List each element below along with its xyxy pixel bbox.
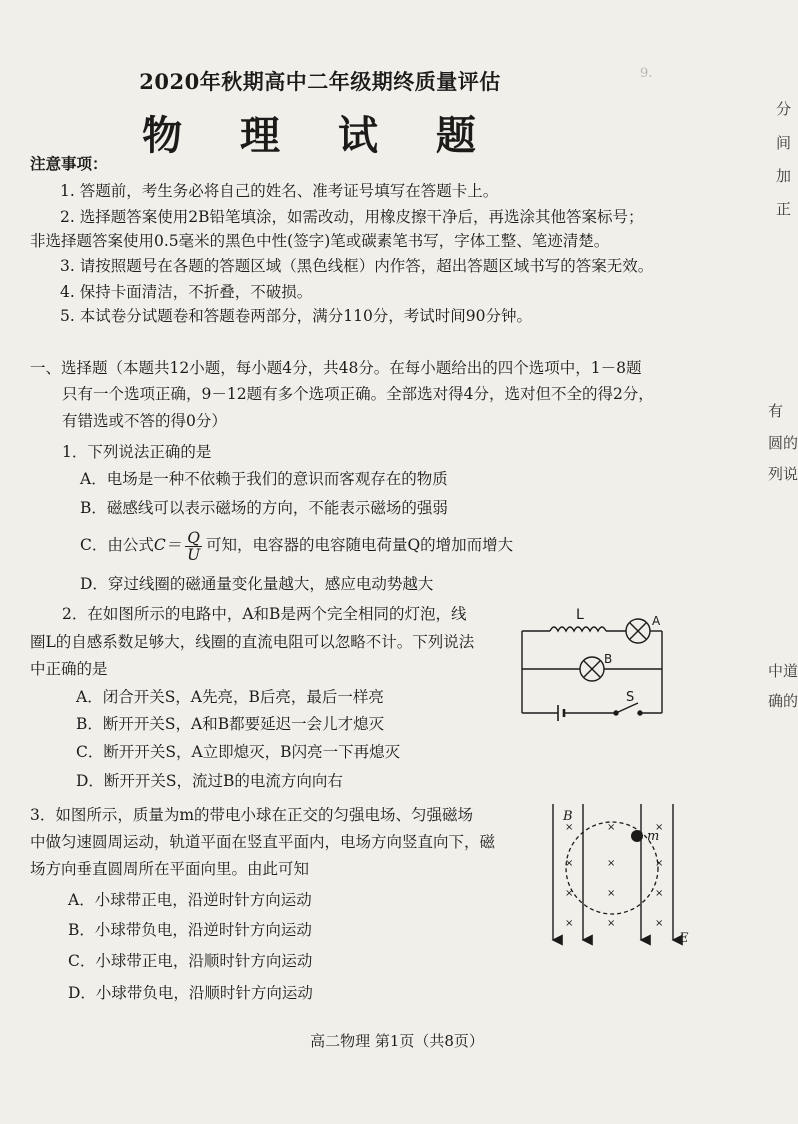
svg-text:×: × (655, 822, 664, 833)
q3-option-b: B．小球带负电，沿逆时针方向运动 (68, 921, 312, 939)
q1-stem: 1．下列说法正确的是 (62, 443, 212, 461)
q1-option-c-prefix: C．由公式 (80, 536, 154, 554)
edge-text: 分 (776, 100, 792, 118)
q1-option-c-text: 可知，电容器的电容随电荷量Q的增加而增大 (205, 536, 514, 554)
q2-stem-line1: 2．在如图所示的电路中，A和B是两个完全相同的灯泡，线 (62, 605, 467, 623)
svg-text:×: × (565, 918, 574, 929)
notice-item-1: 1. 答题前，考生务必将自己的姓名、准考证号填写在答题卡上。 (60, 182, 499, 200)
q1-option-b: B．磁感线可以表示磁场的方向，不能表示磁场的强弱 (80, 499, 448, 517)
circuit-diagram (510, 605, 680, 725)
edge-text: 圆的 (768, 434, 798, 452)
inductor-coil (550, 627, 606, 631)
q2-option-a: A．闭合开关S，A先亮，B后亮，最后一样亮 (76, 688, 384, 706)
notice-item-2-cont: 非选择题答案使用0.5毫米的黑色中性(签字)笔或碳素笔书写，字体工整、笔迹清楚。 (30, 232, 610, 250)
field-diagram (545, 800, 695, 950)
q2-option-b: B．断开开关S，A和B都要延迟一会儿才熄灭 (76, 715, 385, 733)
svg-text:×: × (607, 822, 616, 833)
edge-text: 有 (768, 402, 784, 420)
bleed-through-text: 9. (640, 66, 653, 81)
notice-item-3: 3. 请按照题号在各题的答题区域（黑色线框）内作答，超出答题区域书写的答案无效。 (60, 257, 654, 275)
notice-item-2: 2. 选择题答案使用2B铅笔填涂，如需改动，用橡皮擦干净后，再选涂其他答案标号； (60, 208, 644, 226)
q1-option-c (80, 525, 513, 565)
q1-option-d: D．穿过线圈的磁通量变化量越大，感应电动势越大 (80, 575, 434, 593)
edge-text: 列说 (768, 465, 798, 483)
svg-text:×: × (607, 858, 616, 869)
section-heading-line3: 有错选或不答的得0分） (62, 412, 227, 430)
q3-option-a: A．小球带正电，沿逆时针方向运动 (68, 891, 312, 909)
svg-text:×: × (655, 918, 664, 929)
q1-fraction-numerator: Q (187, 528, 200, 547)
q2-option-c: C．断开开关S，A立即熄灭，B闪亮一下再熄灭 (76, 743, 401, 761)
edge-text: 确的 (768, 692, 798, 710)
edge-text: 中道 (768, 662, 798, 680)
svg-text:×: × (607, 888, 616, 899)
notice-heading: 注意事项： (30, 154, 108, 173)
q3-stem-line1: 3．如图所示，质量为m的带电小球在正交的匀强电场、匀强磁场 (30, 806, 474, 824)
page-footer: 高二物理 第1页（共8页） (310, 1032, 484, 1050)
q1-fraction (185, 530, 202, 563)
svg-text:×: × (565, 822, 574, 833)
q1-option-a: A．电场是一种不依赖于我们的意识而客观存在的物质 (80, 470, 448, 488)
notice-item-4: 4. 保持卡面清洁，不折叠，不破损。 (60, 283, 313, 301)
field-b-label: B (563, 809, 573, 824)
q3-option-c: C．小球带正电，沿顺时针方向运动 (68, 952, 313, 970)
notice-item-5: 5. 本试卷分试题卷和答题卷两部分，满分110分，考试时间90分钟。 (60, 307, 533, 325)
inductor-label: L (576, 607, 584, 623)
lamp-a-label: A (652, 614, 661, 628)
q3-stem-line3: 场方向垂直圆周所在平面向里。由此可知 (30, 860, 310, 878)
svg-text:×: × (565, 858, 574, 869)
exam-title: 2020年秋期高中二年级期终质量评估 (139, 69, 501, 94)
section-heading-line2: 只有一个选项正确，9－12题有多个选项正确。全部选对得4分，选对但不全的得2分， (62, 385, 654, 403)
edge-text: 加 (776, 167, 792, 185)
lamp-b-label: B (604, 652, 613, 666)
q1-formula-lhs: C＝ (153, 536, 182, 554)
charged-ball (631, 830, 643, 842)
q3-option-d: D．小球带负电，沿顺时针方向运动 (68, 984, 313, 1002)
mass-label: m (647, 829, 660, 844)
q3-stem-line2: 中做匀速圆周运动，轨道平面在竖直平面内，电场方向竖直向下，磁 (30, 833, 496, 851)
q1-fraction-denominator: U (187, 545, 201, 564)
switch-label: S (626, 690, 635, 705)
q2-stem-line3: 中正确的是 (30, 660, 108, 678)
edge-text: 间 (776, 134, 792, 152)
svg-text:×: × (655, 888, 664, 899)
svg-text:×: × (607, 918, 616, 929)
q2-stem-line2: 圈L的自感系数足够大，线圈的直流电阻可以忽略不计。下列说法 (30, 633, 475, 651)
section-heading-line1: 一、选择题（本题共12小题，每小题4分，共48分。在每小题给出的四个选项中，1－8题 (30, 359, 642, 377)
subject-title: 物 理 试 题 (142, 112, 498, 159)
field-e-label: E (679, 931, 689, 946)
edge-text: 正 (776, 200, 792, 218)
svg-text:×: × (655, 858, 664, 869)
svg-text:×: × (565, 888, 574, 899)
q2-option-d: D．断开开关S，流过B的电流方向向右 (76, 772, 343, 790)
